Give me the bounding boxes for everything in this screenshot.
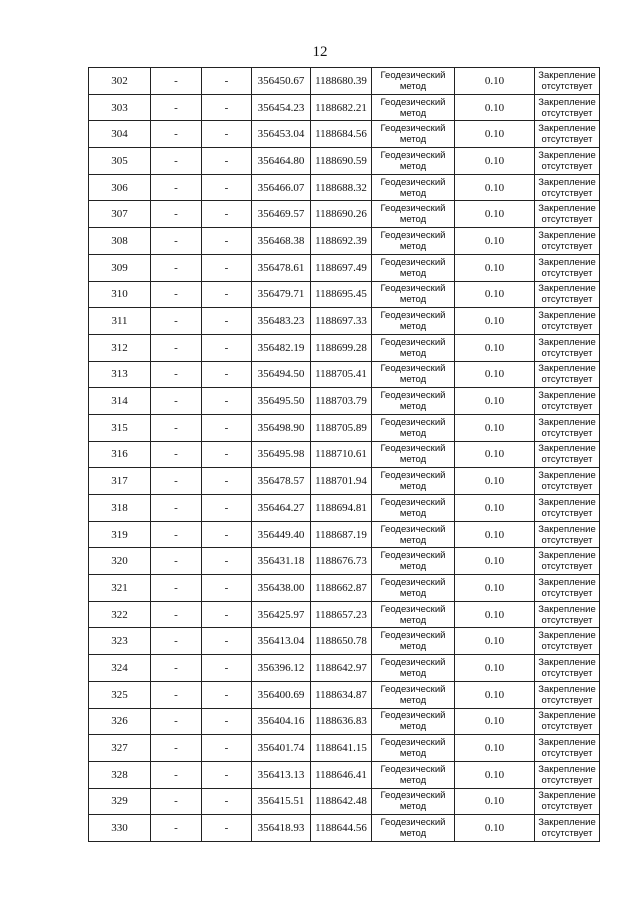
y-coordinate-cell: 1188636.83 — [311, 708, 372, 735]
accuracy-cell: 0.10 — [455, 121, 535, 148]
accuracy-cell: 0.10 — [455, 815, 535, 842]
table-row — [89, 201, 600, 228]
y-coordinate-cell: 1188657.23 — [311, 601, 372, 628]
empty-coordinate-cell: - — [151, 281, 202, 308]
x-coordinate-cell: 356449.40 — [252, 521, 311, 548]
x-coordinate-cell: 356404.16 — [252, 708, 311, 735]
fixing-description-cell: Закрепление отсутствует — [535, 388, 600, 415]
point-number-cell: 310 — [89, 281, 151, 308]
x-coordinate-cell: 356494.50 — [252, 361, 311, 388]
empty-coordinate-cell: - — [151, 468, 202, 495]
empty-coordinate-cell: - — [151, 681, 202, 708]
table-row — [89, 228, 600, 255]
empty-coordinate-cell: - — [151, 601, 202, 628]
empty-coordinate-cell: - — [151, 761, 202, 788]
table-row — [89, 334, 600, 361]
accuracy-cell: 0.10 — [455, 681, 535, 708]
x-coordinate-cell: 356478.57 — [252, 468, 311, 495]
accuracy-cell: 0.10 — [455, 148, 535, 175]
empty-coordinate-cell: - — [151, 361, 202, 388]
point-number-cell: 307 — [89, 201, 151, 228]
point-number-cell: 325 — [89, 681, 151, 708]
fixing-description-cell: Закрепление отсутствует — [535, 655, 600, 682]
method-cell: Геодезический метод — [372, 148, 455, 175]
empty-coordinate-cell: - — [202, 308, 252, 335]
empty-coordinate-cell: - — [151, 94, 202, 121]
table-row — [89, 495, 600, 522]
empty-coordinate-cell: - — [202, 681, 252, 708]
y-coordinate-cell: 1188705.89 — [311, 414, 372, 441]
empty-coordinate-cell: - — [202, 201, 252, 228]
empty-coordinate-cell: - — [202, 254, 252, 281]
empty-coordinate-cell: - — [202, 148, 252, 175]
x-coordinate-cell: 356464.80 — [252, 148, 311, 175]
method-cell: Геодезический метод — [372, 414, 455, 441]
method-cell: Геодезический метод — [372, 681, 455, 708]
y-coordinate-cell: 1188697.49 — [311, 254, 372, 281]
accuracy-cell: 0.10 — [455, 334, 535, 361]
x-coordinate-cell: 356469.57 — [252, 201, 311, 228]
accuracy-cell: 0.10 — [455, 228, 535, 255]
empty-coordinate-cell: - — [151, 121, 202, 148]
fixing-description-cell: Закрепление отсутствует — [535, 334, 600, 361]
y-coordinate-cell: 1188676.73 — [311, 548, 372, 575]
y-coordinate-cell: 1188690.26 — [311, 201, 372, 228]
table-row — [89, 121, 600, 148]
accuracy-cell: 0.10 — [455, 495, 535, 522]
empty-coordinate-cell: - — [202, 628, 252, 655]
method-cell: Геодезический метод — [372, 521, 455, 548]
table-row — [89, 655, 600, 682]
empty-coordinate-cell: - — [151, 148, 202, 175]
x-coordinate-cell: 356431.18 — [252, 548, 311, 575]
y-coordinate-cell: 1188634.87 — [311, 681, 372, 708]
y-coordinate-cell: 1188680.39 — [311, 68, 372, 95]
empty-coordinate-cell: - — [202, 788, 252, 815]
point-number-cell: 306 — [89, 174, 151, 201]
empty-coordinate-cell: - — [202, 94, 252, 121]
empty-coordinate-cell: - — [202, 121, 252, 148]
empty-coordinate-cell: - — [151, 495, 202, 522]
empty-coordinate-cell: - — [202, 228, 252, 255]
x-coordinate-cell: 356495.98 — [252, 441, 311, 468]
empty-coordinate-cell: - — [151, 548, 202, 575]
fixing-description-cell: Закрепление отсутствует — [535, 495, 600, 522]
table-row — [89, 254, 600, 281]
empty-coordinate-cell: - — [151, 68, 202, 95]
table-row — [89, 815, 600, 842]
fixing-description-cell: Закрепление отсутствует — [535, 788, 600, 815]
table-row — [89, 601, 600, 628]
method-cell: Геодезический метод — [372, 655, 455, 682]
empty-coordinate-cell: - — [202, 361, 252, 388]
table-row — [89, 68, 600, 95]
accuracy-cell: 0.10 — [455, 201, 535, 228]
x-coordinate-cell: 356454.23 — [252, 94, 311, 121]
fixing-description-cell: Закрепление отсутствует — [535, 281, 600, 308]
empty-coordinate-cell: - — [151, 815, 202, 842]
point-number-cell: 324 — [89, 655, 151, 682]
x-coordinate-cell: 356464.27 — [252, 495, 311, 522]
table-row — [89, 681, 600, 708]
point-number-cell: 315 — [89, 414, 151, 441]
point-number-cell: 308 — [89, 228, 151, 255]
table-row — [89, 148, 600, 175]
empty-coordinate-cell: - — [151, 414, 202, 441]
method-cell: Геодезический метод — [372, 281, 455, 308]
accuracy-cell: 0.10 — [455, 548, 535, 575]
fixing-description-cell: Закрепление отсутствует — [535, 148, 600, 175]
point-number-cell: 329 — [89, 788, 151, 815]
y-coordinate-cell: 1188641.15 — [311, 735, 372, 762]
method-cell: Геодезический метод — [372, 495, 455, 522]
accuracy-cell: 0.10 — [455, 468, 535, 495]
fixing-description-cell: Закрепление отсутствует — [535, 174, 600, 201]
y-coordinate-cell: 1188692.39 — [311, 228, 372, 255]
x-coordinate-cell: 356425.97 — [252, 601, 311, 628]
y-coordinate-cell: 1188682.21 — [311, 94, 372, 121]
method-cell: Геодезический метод — [372, 201, 455, 228]
method-cell: Геодезический метод — [372, 94, 455, 121]
empty-coordinate-cell: - — [202, 414, 252, 441]
method-cell: Геодезический метод — [372, 815, 455, 842]
empty-coordinate-cell: - — [151, 735, 202, 762]
x-coordinate-cell: 356401.74 — [252, 735, 311, 762]
x-coordinate-cell: 356450.67 — [252, 68, 311, 95]
method-cell: Геодезический метод — [372, 601, 455, 628]
accuracy-cell: 0.10 — [455, 575, 535, 602]
table-row — [89, 708, 600, 735]
empty-coordinate-cell: - — [202, 708, 252, 735]
y-coordinate-cell: 1188705.41 — [311, 361, 372, 388]
method-cell: Геодезический метод — [372, 68, 455, 95]
method-cell: Геодезический метод — [372, 761, 455, 788]
fixing-description-cell: Закрепление отсутствует — [535, 308, 600, 335]
point-number-cell: 302 — [89, 68, 151, 95]
accuracy-cell: 0.10 — [455, 414, 535, 441]
accuracy-cell: 0.10 — [455, 628, 535, 655]
point-number-cell: 304 — [89, 121, 151, 148]
empty-coordinate-cell: - — [151, 174, 202, 201]
table-row — [89, 281, 600, 308]
table-row — [89, 414, 600, 441]
table-row — [89, 388, 600, 415]
empty-coordinate-cell: - — [202, 388, 252, 415]
y-coordinate-cell: 1188699.28 — [311, 334, 372, 361]
x-coordinate-cell: 356482.19 — [252, 334, 311, 361]
point-number-cell: 311 — [89, 308, 151, 335]
accuracy-cell: 0.10 — [455, 655, 535, 682]
table-row — [89, 628, 600, 655]
empty-coordinate-cell: - — [151, 788, 202, 815]
accuracy-cell: 0.10 — [455, 94, 535, 121]
method-cell: Геодезический метод — [372, 254, 455, 281]
empty-coordinate-cell: - — [151, 708, 202, 735]
empty-coordinate-cell: - — [151, 254, 202, 281]
x-coordinate-cell: 356453.04 — [252, 121, 311, 148]
table-row — [89, 548, 600, 575]
y-coordinate-cell: 1188688.32 — [311, 174, 372, 201]
empty-coordinate-cell: - — [202, 281, 252, 308]
empty-coordinate-cell: - — [202, 601, 252, 628]
fixing-description-cell: Закрепление отсутствует — [535, 254, 600, 281]
fixing-description-cell: Закрепление отсутствует — [535, 575, 600, 602]
x-coordinate-cell: 356468.38 — [252, 228, 311, 255]
empty-coordinate-cell: - — [151, 334, 202, 361]
fixing-description-cell: Закрепление отсутствует — [535, 601, 600, 628]
fixing-description-cell: Закрепление отсутствует — [535, 521, 600, 548]
y-coordinate-cell: 1188684.56 — [311, 121, 372, 148]
method-cell: Геодезический метод — [372, 334, 455, 361]
table-row — [89, 308, 600, 335]
empty-coordinate-cell: - — [202, 548, 252, 575]
y-coordinate-cell: 1188690.59 — [311, 148, 372, 175]
y-coordinate-cell: 1188662.87 — [311, 575, 372, 602]
y-coordinate-cell: 1188644.56 — [311, 815, 372, 842]
point-number-cell: 317 — [89, 468, 151, 495]
fixing-description-cell: Закрепление отсутствует — [535, 735, 600, 762]
x-coordinate-cell: 356483.23 — [252, 308, 311, 335]
y-coordinate-cell: 1188703.79 — [311, 388, 372, 415]
method-cell: Геодезический метод — [372, 575, 455, 602]
accuracy-cell: 0.10 — [455, 441, 535, 468]
empty-coordinate-cell: - — [151, 441, 202, 468]
table-row — [89, 735, 600, 762]
method-cell: Геодезический метод — [372, 121, 455, 148]
point-number-cell: 319 — [89, 521, 151, 548]
fixing-description-cell: Закрепление отсутствует — [535, 228, 600, 255]
fixing-description-cell: Закрепление отсутствует — [535, 201, 600, 228]
empty-coordinate-cell: - — [202, 655, 252, 682]
method-cell: Геодезический метод — [372, 174, 455, 201]
point-number-cell: 305 — [89, 148, 151, 175]
method-cell: Геодезический метод — [372, 228, 455, 255]
accuracy-cell: 0.10 — [455, 174, 535, 201]
x-coordinate-cell: 356396.12 — [252, 655, 311, 682]
accuracy-cell: 0.10 — [455, 388, 535, 415]
y-coordinate-cell: 1188697.33 — [311, 308, 372, 335]
fixing-description-cell: Закрепление отсутствует — [535, 441, 600, 468]
y-coordinate-cell: 1188642.97 — [311, 655, 372, 682]
x-coordinate-cell: 356413.04 — [252, 628, 311, 655]
accuracy-cell: 0.10 — [455, 308, 535, 335]
method-cell: Геодезический метод — [372, 708, 455, 735]
x-coordinate-cell: 356415.51 — [252, 788, 311, 815]
fixing-description-cell: Закрепление отсутствует — [535, 414, 600, 441]
accuracy-cell: 0.10 — [455, 361, 535, 388]
method-cell: Геодезический метод — [372, 308, 455, 335]
y-coordinate-cell: 1188695.45 — [311, 281, 372, 308]
empty-coordinate-cell: - — [151, 575, 202, 602]
y-coordinate-cell: 1188650.78 — [311, 628, 372, 655]
accuracy-cell: 0.10 — [455, 521, 535, 548]
point-number-cell: 320 — [89, 548, 151, 575]
x-coordinate-cell: 356438.00 — [252, 575, 311, 602]
table-row — [89, 174, 600, 201]
coordinates-table — [88, 67, 600, 842]
y-coordinate-cell: 1188646.41 — [311, 761, 372, 788]
empty-coordinate-cell: - — [202, 521, 252, 548]
empty-coordinate-cell: - — [202, 68, 252, 95]
empty-coordinate-cell: - — [202, 174, 252, 201]
point-number-cell: 327 — [89, 735, 151, 762]
fixing-description-cell: Закрепление отсутствует — [535, 94, 600, 121]
page-number: 12 — [312, 44, 328, 60]
x-coordinate-cell: 356413.13 — [252, 761, 311, 788]
x-coordinate-cell: 356466.07 — [252, 174, 311, 201]
table-row — [89, 361, 600, 388]
point-number-cell: 303 — [89, 94, 151, 121]
y-coordinate-cell: 1188642.48 — [311, 788, 372, 815]
method-cell: Геодезический метод — [372, 468, 455, 495]
accuracy-cell: 0.10 — [455, 254, 535, 281]
fixing-description-cell: Закрепление отсутствует — [535, 708, 600, 735]
accuracy-cell: 0.10 — [455, 735, 535, 762]
fixing-description-cell: Закрепление отсутствует — [535, 68, 600, 95]
point-number-cell: 321 — [89, 575, 151, 602]
accuracy-cell: 0.10 — [455, 281, 535, 308]
fixing-description-cell: Закрепление отсутствует — [535, 361, 600, 388]
point-number-cell: 313 — [89, 361, 151, 388]
y-coordinate-cell: 1188687.19 — [311, 521, 372, 548]
x-coordinate-cell: 356478.61 — [252, 254, 311, 281]
y-coordinate-cell: 1188694.81 — [311, 495, 372, 522]
point-number-cell: 328 — [89, 761, 151, 788]
fixing-description-cell: Закрепление отсутствует — [535, 121, 600, 148]
fixing-description-cell: Закрепление отсутствует — [535, 548, 600, 575]
table-row — [89, 575, 600, 602]
method-cell: Геодезический метод — [372, 628, 455, 655]
accuracy-cell: 0.10 — [455, 788, 535, 815]
point-number-cell: 318 — [89, 495, 151, 522]
table-row — [89, 468, 600, 495]
empty-coordinate-cell: - — [202, 495, 252, 522]
method-cell: Геодезический метод — [372, 788, 455, 815]
point-number-cell: 323 — [89, 628, 151, 655]
empty-coordinate-cell: - — [151, 228, 202, 255]
table-row — [89, 441, 600, 468]
accuracy-cell: 0.10 — [455, 601, 535, 628]
empty-coordinate-cell: - — [202, 334, 252, 361]
y-coordinate-cell: 1188710.61 — [311, 441, 372, 468]
x-coordinate-cell: 356495.50 — [252, 388, 311, 415]
fixing-description-cell: Закрепление отсутствует — [535, 681, 600, 708]
table-row — [89, 94, 600, 121]
empty-coordinate-cell: - — [151, 308, 202, 335]
point-number-cell: 326 — [89, 708, 151, 735]
fixing-description-cell: Закрепление отсутствует — [535, 761, 600, 788]
empty-coordinate-cell: - — [151, 655, 202, 682]
point-number-cell: 309 — [89, 254, 151, 281]
fixing-description-cell: Закрепление отсутствует — [535, 815, 600, 842]
empty-coordinate-cell: - — [202, 441, 252, 468]
point-number-cell: 316 — [89, 441, 151, 468]
empty-coordinate-cell: - — [202, 815, 252, 842]
table-row — [89, 521, 600, 548]
method-cell: Геодезический метод — [372, 388, 455, 415]
x-coordinate-cell: 356400.69 — [252, 681, 311, 708]
method-cell: Геодезический метод — [372, 361, 455, 388]
accuracy-cell: 0.10 — [455, 761, 535, 788]
y-coordinate-cell: 1188701.94 — [311, 468, 372, 495]
x-coordinate-cell: 356498.90 — [252, 414, 311, 441]
point-number-cell: 314 — [89, 388, 151, 415]
empty-coordinate-cell: - — [151, 388, 202, 415]
empty-coordinate-cell: - — [202, 735, 252, 762]
empty-coordinate-cell: - — [202, 575, 252, 602]
method-cell: Геодезический метод — [372, 441, 455, 468]
point-number-cell: 312 — [89, 334, 151, 361]
empty-coordinate-cell: - — [151, 628, 202, 655]
method-cell: Геодезический метод — [372, 735, 455, 762]
fixing-description-cell: Закрепление отсутствует — [535, 628, 600, 655]
table-row — [89, 788, 600, 815]
fixing-description-cell: Закрепление отсутствует — [535, 468, 600, 495]
empty-coordinate-cell: - — [202, 761, 252, 788]
empty-coordinate-cell: - — [151, 201, 202, 228]
empty-coordinate-cell: - — [202, 468, 252, 495]
table-row — [89, 761, 600, 788]
point-number-cell: 322 — [89, 601, 151, 628]
accuracy-cell: 0.10 — [455, 68, 535, 95]
x-coordinate-cell: 356479.71 — [252, 281, 311, 308]
accuracy-cell: 0.10 — [455, 708, 535, 735]
method-cell: Геодезический метод — [372, 548, 455, 575]
table-body — [89, 68, 600, 842]
empty-coordinate-cell: - — [151, 521, 202, 548]
x-coordinate-cell: 356418.93 — [252, 815, 311, 842]
point-number-cell: 330 — [89, 815, 151, 842]
